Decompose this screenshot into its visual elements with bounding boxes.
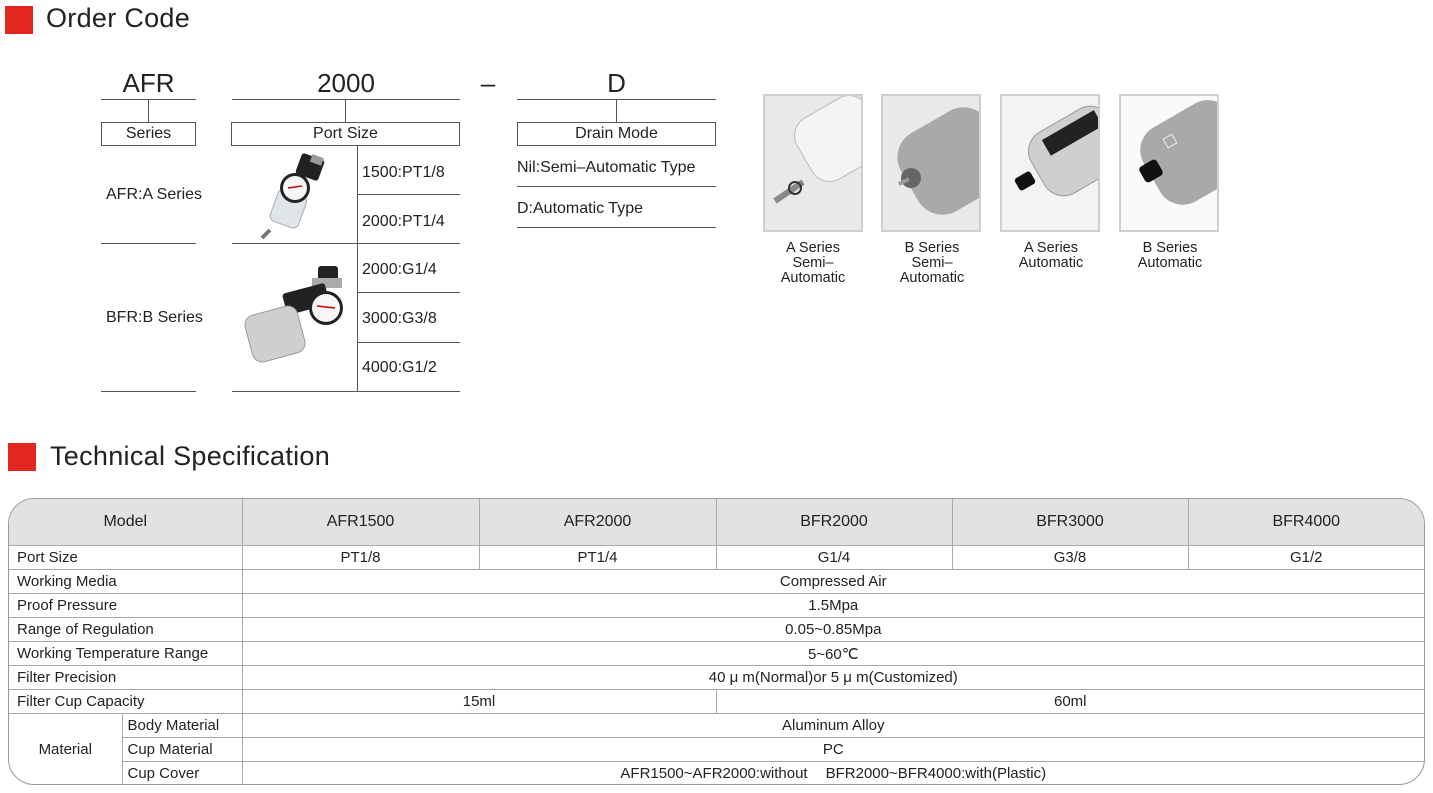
drain-photo-a-auto bbox=[1000, 94, 1100, 232]
caption-line: B Series bbox=[904, 240, 960, 256]
row-label: Working Media bbox=[9, 570, 242, 594]
row-label-material: Material bbox=[9, 714, 122, 786]
drain-option: Nil:Semi–Automatic Type bbox=[517, 159, 696, 176]
port-option: 4000:G1/2 bbox=[362, 359, 437, 376]
table-row bbox=[9, 570, 1424, 594]
caption-line: Semi– bbox=[792, 255, 834, 271]
row-label: Proof Pressure bbox=[9, 594, 242, 618]
caption-line: Automatic bbox=[1018, 255, 1084, 271]
port-option: 3000:G3/8 bbox=[362, 310, 437, 327]
row-label: Range of Regulation bbox=[9, 618, 242, 642]
table-row bbox=[9, 762, 1424, 786]
drain-photo-caption bbox=[1115, 241, 1225, 271]
row-sublabel: Cup Cover bbox=[122, 762, 242, 786]
cell: 15ml bbox=[242, 690, 716, 714]
series-option-b: BFR:B Series bbox=[106, 309, 203, 326]
divider bbox=[232, 243, 460, 244]
cell bbox=[242, 762, 1424, 786]
section-marker bbox=[8, 443, 36, 471]
cell: PC bbox=[242, 738, 1424, 762]
row-label: Working Temperature Range bbox=[9, 642, 242, 666]
order-code-title: Order Code bbox=[46, 3, 191, 33]
table-row bbox=[9, 642, 1424, 666]
table-row bbox=[9, 738, 1424, 762]
table-header-row bbox=[9, 499, 1424, 546]
header-model-name: BFR4000 bbox=[1188, 499, 1424, 546]
divider bbox=[357, 292, 460, 293]
drain-photo-b-semi bbox=[881, 94, 981, 232]
divider bbox=[101, 243, 196, 244]
cell: 0.05~0.85Mpa bbox=[242, 618, 1424, 642]
row-sublabel: Body Material bbox=[122, 714, 242, 738]
caption-line: B Series bbox=[1142, 240, 1198, 256]
cell: 1.5Mpa bbox=[242, 594, 1424, 618]
cell: G1/4 bbox=[716, 546, 952, 570]
cell: 60ml bbox=[716, 690, 1424, 714]
drain-option: D:Automatic Type bbox=[517, 200, 643, 217]
row-label: Filter Cup Capacity bbox=[9, 690, 242, 714]
row-label: Port Size bbox=[9, 546, 242, 570]
caption-line: A Series bbox=[1024, 240, 1078, 256]
divider bbox=[232, 391, 460, 392]
cup-cover-b: BFR2000~BFR4000:with(Plastic) bbox=[825, 765, 1047, 782]
row-sublabel: Cup Material bbox=[122, 738, 242, 762]
divider bbox=[517, 186, 716, 187]
drain-photo-a-semi bbox=[763, 94, 863, 232]
cell: G1/2 bbox=[1188, 546, 1424, 570]
drain-photo-caption bbox=[996, 241, 1106, 271]
caption-line: A Series bbox=[786, 240, 840, 256]
tech-spec-title: Technical Specification bbox=[50, 441, 331, 471]
drain-photo-caption bbox=[877, 241, 987, 286]
connector bbox=[345, 100, 346, 122]
drain-mode-header: Drain Mode bbox=[517, 122, 716, 146]
caption-line: Automatic bbox=[899, 270, 965, 286]
table-row bbox=[9, 618, 1424, 642]
header-model-name: BFR2000 bbox=[716, 499, 952, 546]
connector bbox=[616, 100, 617, 122]
divider bbox=[357, 194, 460, 195]
table-row bbox=[9, 546, 1424, 570]
cell: Compressed Air bbox=[242, 570, 1424, 594]
caption-line: Automatic bbox=[1137, 255, 1203, 271]
header-model: Model bbox=[9, 499, 242, 546]
caption-line: Semi– bbox=[911, 255, 953, 271]
cell: 40 μ m(Normal)or 5 μ m(Customized) bbox=[242, 666, 1424, 690]
drain-photo-caption bbox=[758, 241, 868, 286]
table-row bbox=[9, 714, 1424, 738]
bfr-filter-regulator-image bbox=[240, 262, 360, 367]
spec-table bbox=[8, 498, 1425, 785]
header-model-name: AFR2000 bbox=[479, 499, 716, 546]
port-code: 2000 bbox=[317, 68, 375, 98]
cell: PT1/4 bbox=[479, 546, 716, 570]
port-size-header: Port Size bbox=[231, 122, 460, 146]
caption-line: Automatic bbox=[780, 270, 846, 286]
connector bbox=[148, 100, 149, 122]
divider bbox=[101, 391, 196, 392]
afr-filter-regulator-image bbox=[250, 152, 350, 240]
cell: 5~60℃ bbox=[242, 642, 1424, 666]
series-option-a: AFR:A Series bbox=[106, 186, 203, 203]
drain-photo-b-auto bbox=[1119, 94, 1219, 232]
header-model-name: AFR1500 bbox=[242, 499, 479, 546]
divider bbox=[357, 342, 460, 343]
header-model-name: BFR3000 bbox=[952, 499, 1188, 546]
table-row bbox=[9, 666, 1424, 690]
cell: Aluminum Alloy bbox=[242, 714, 1424, 738]
port-option: 2000:PT1/4 bbox=[362, 213, 445, 230]
row-label: Filter Precision bbox=[9, 666, 242, 690]
cup-cover-a: AFR1500~AFR2000:without bbox=[620, 765, 808, 782]
table-row bbox=[9, 594, 1424, 618]
section-marker bbox=[5, 6, 33, 34]
drain-code: D bbox=[607, 68, 626, 98]
port-option: 2000:G1/4 bbox=[362, 261, 437, 278]
divider bbox=[517, 227, 716, 228]
cell: PT1/8 bbox=[242, 546, 479, 570]
port-option: 1500:PT1/8 bbox=[362, 164, 445, 181]
cell: G3/8 bbox=[952, 546, 1188, 570]
divider bbox=[232, 99, 460, 100]
table-row bbox=[9, 690, 1424, 714]
series-header: Series bbox=[101, 122, 196, 146]
code-dash: – bbox=[480, 68, 496, 98]
series-code: AFR bbox=[122, 68, 175, 98]
